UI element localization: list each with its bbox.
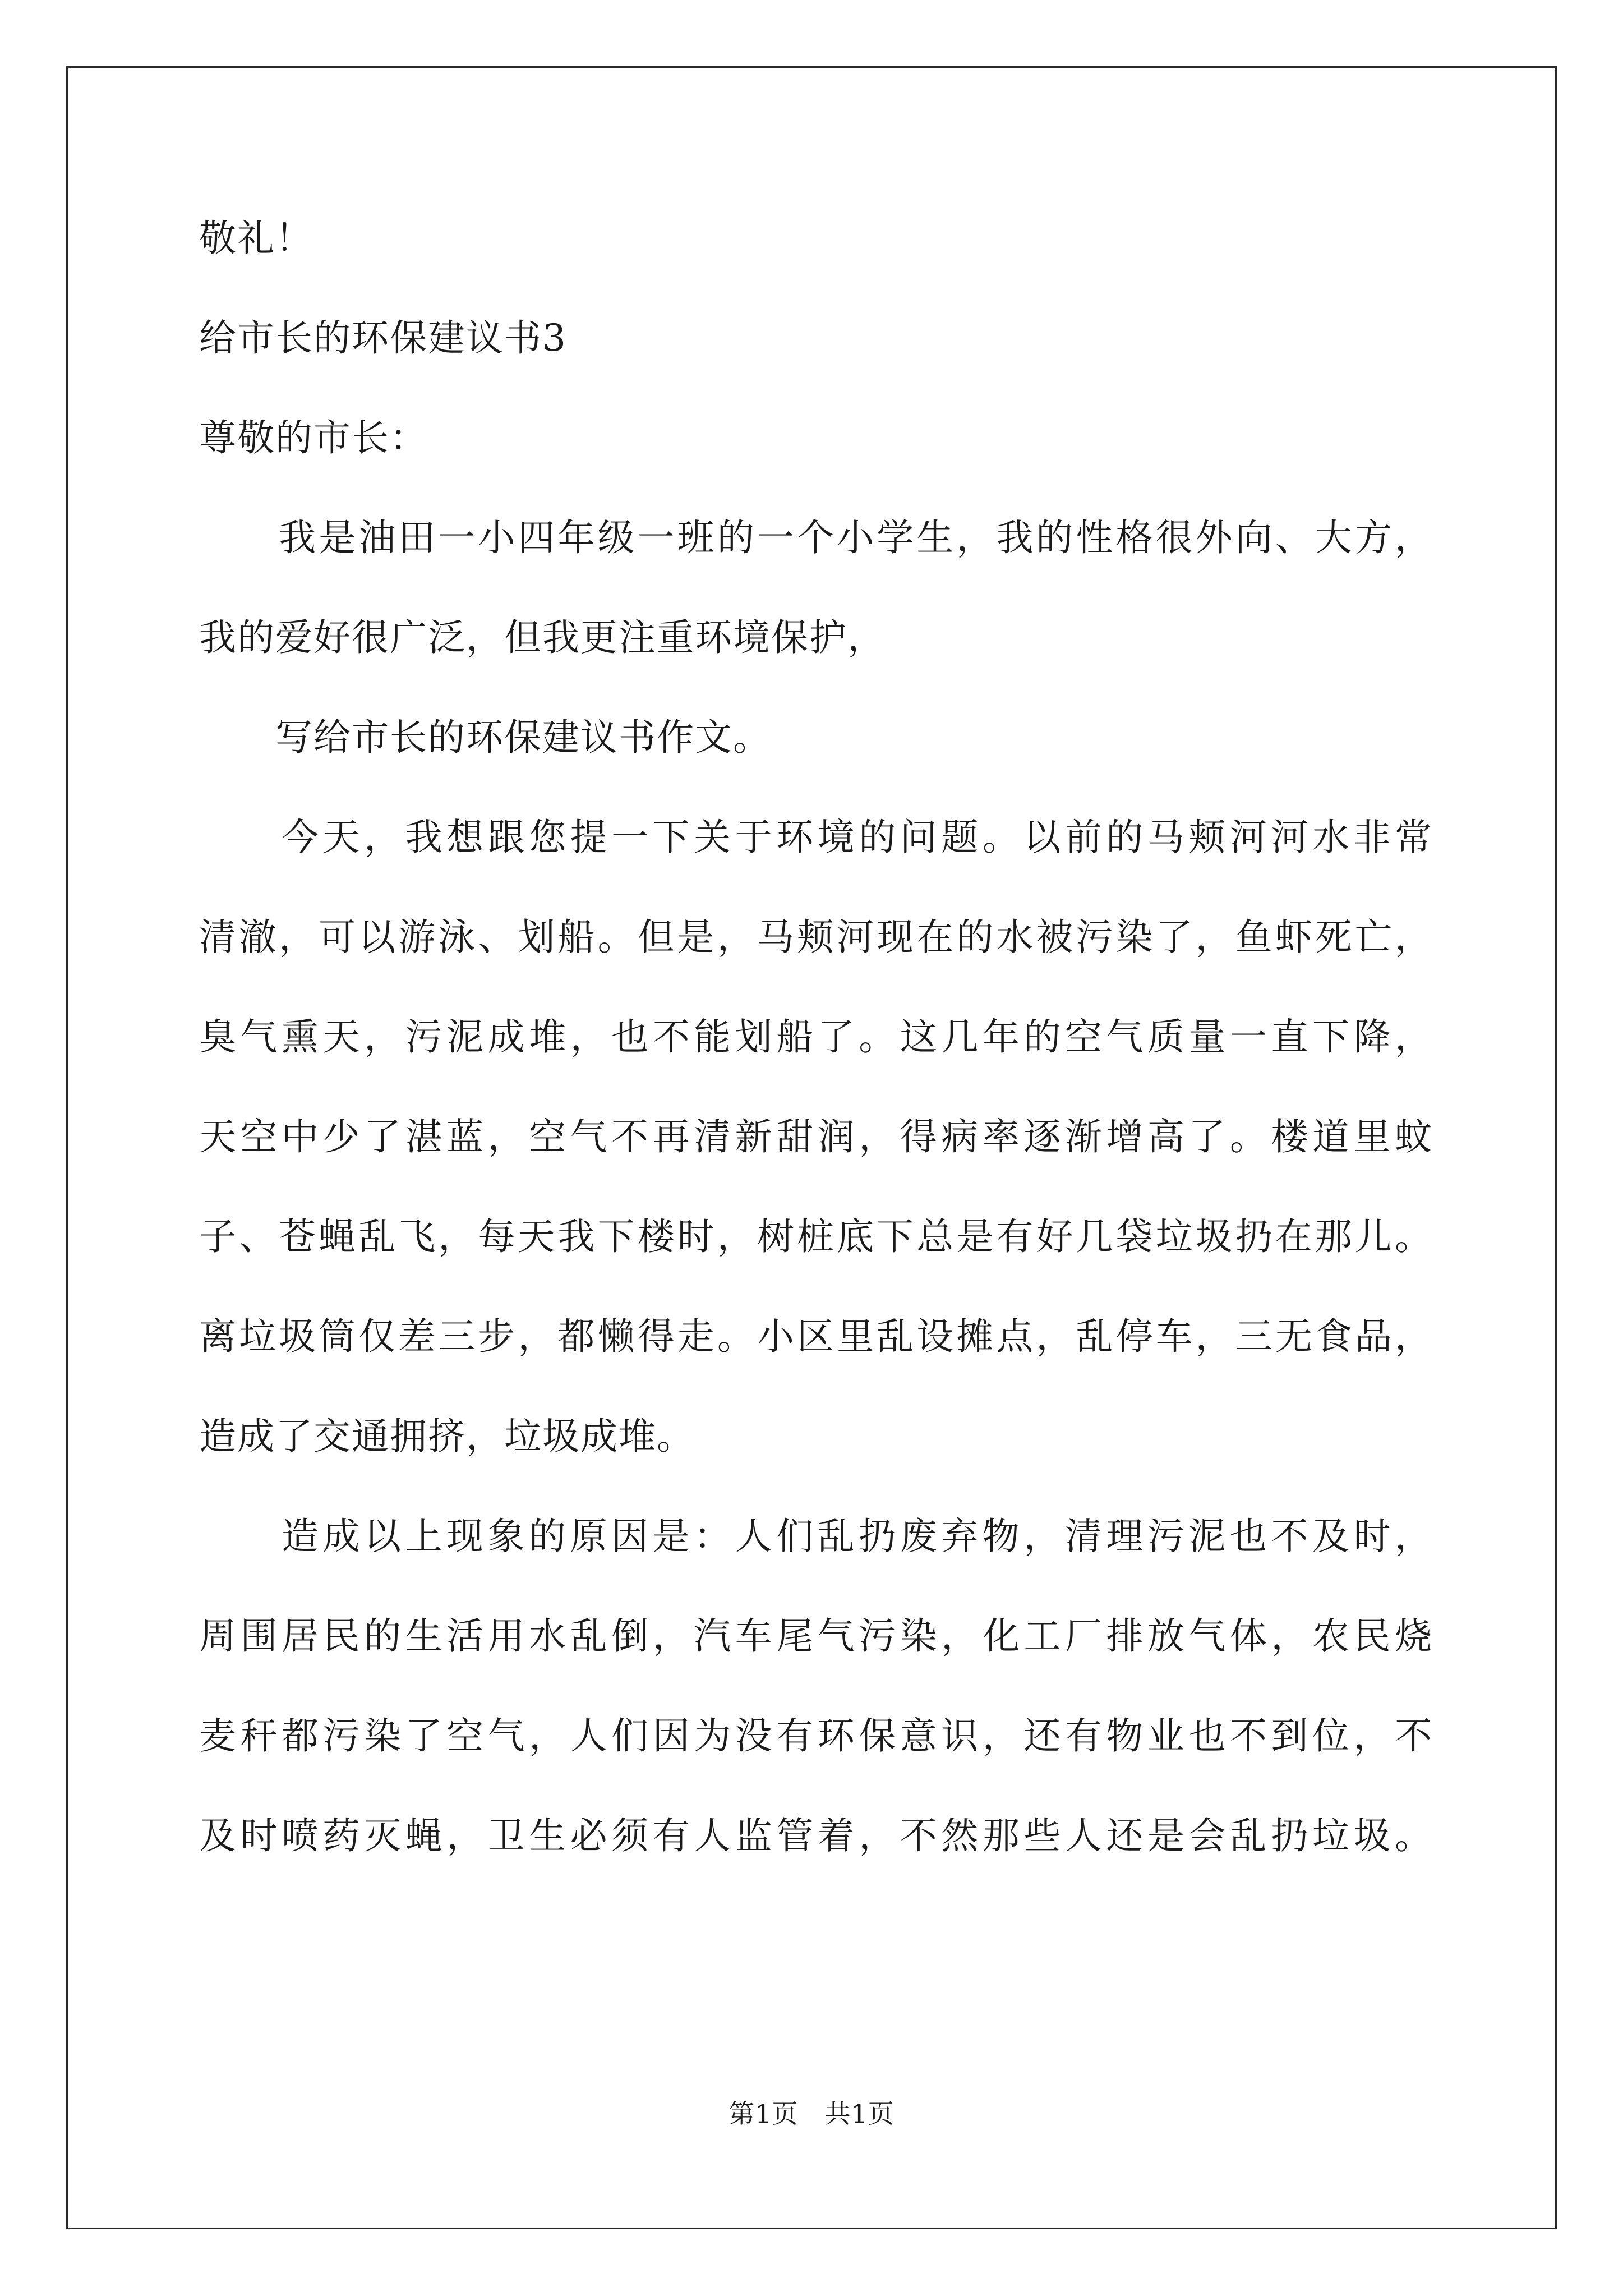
paragraph-line: 我的爱好很广泛，但我更注重环境保护， <box>199 616 886 659</box>
paragraph-line: 及时喷药灭蝇，卫生必须有人监管着，不然那些人还是会乱扔垃圾。 <box>199 1814 1433 1857</box>
letter-title: 给市长的环保建议书3 <box>199 316 567 360</box>
paragraph-line: 麦秆都污染了空气，人们因为没有环保意识，还有物业也不到位，不 <box>199 1714 1433 1757</box>
closing-salutation: 敬礼！ <box>199 217 313 260</box>
paragraph-line: 离垃圾筒仅差三步，都懒得走。小区里乱设摊点，乱停车，三无食品， <box>199 1315 1433 1358</box>
paragraph-line: 子、苍蝇乱飞，每天我下楼时，树桩底下总是有好几袋垃圾扔在那儿。 <box>199 1215 1433 1258</box>
paragraph-line: 周围居民的生活用水乱倒，汽车尾气污染，化工厂排放气体，农民烧 <box>199 1614 1433 1658</box>
paragraph-line: 天空中少了湛蓝，空气不再清新甜润，得病率逐渐增高了。楼道里蚊 <box>199 1115 1433 1158</box>
paragraph-line: 今天，我想跟您提一下关于环境的问题。以前的马颊河河水非常 <box>199 816 1433 859</box>
paragraph-line: 清澈，可以游泳、划船。但是，马颊河现在的水被污染了，鱼虾死亡， <box>199 915 1433 959</box>
page-number: 第1页 共1页 <box>728 2099 895 2129</box>
paragraph-line: 臭气熏天，污泥成堆，也不能划船了。这几年的空气质量一直下降， <box>199 1015 1433 1059</box>
paragraph-line: 造成了交通拥挤，垃圾成堆。 <box>199 1415 695 1458</box>
paragraph-line: 写给市长的环保建议书作文。 <box>199 716 771 759</box>
paragraph-line: 造成以上现象的原因是：人们乱扔废弃物，清理污泥也不及时， <box>199 1515 1433 1558</box>
greeting-line: 尊敬的市长： <box>199 416 428 459</box>
paragraph-line: 我是油田一小四年级一班的一个小学生，我的性格很外向、大方， <box>199 516 1433 559</box>
